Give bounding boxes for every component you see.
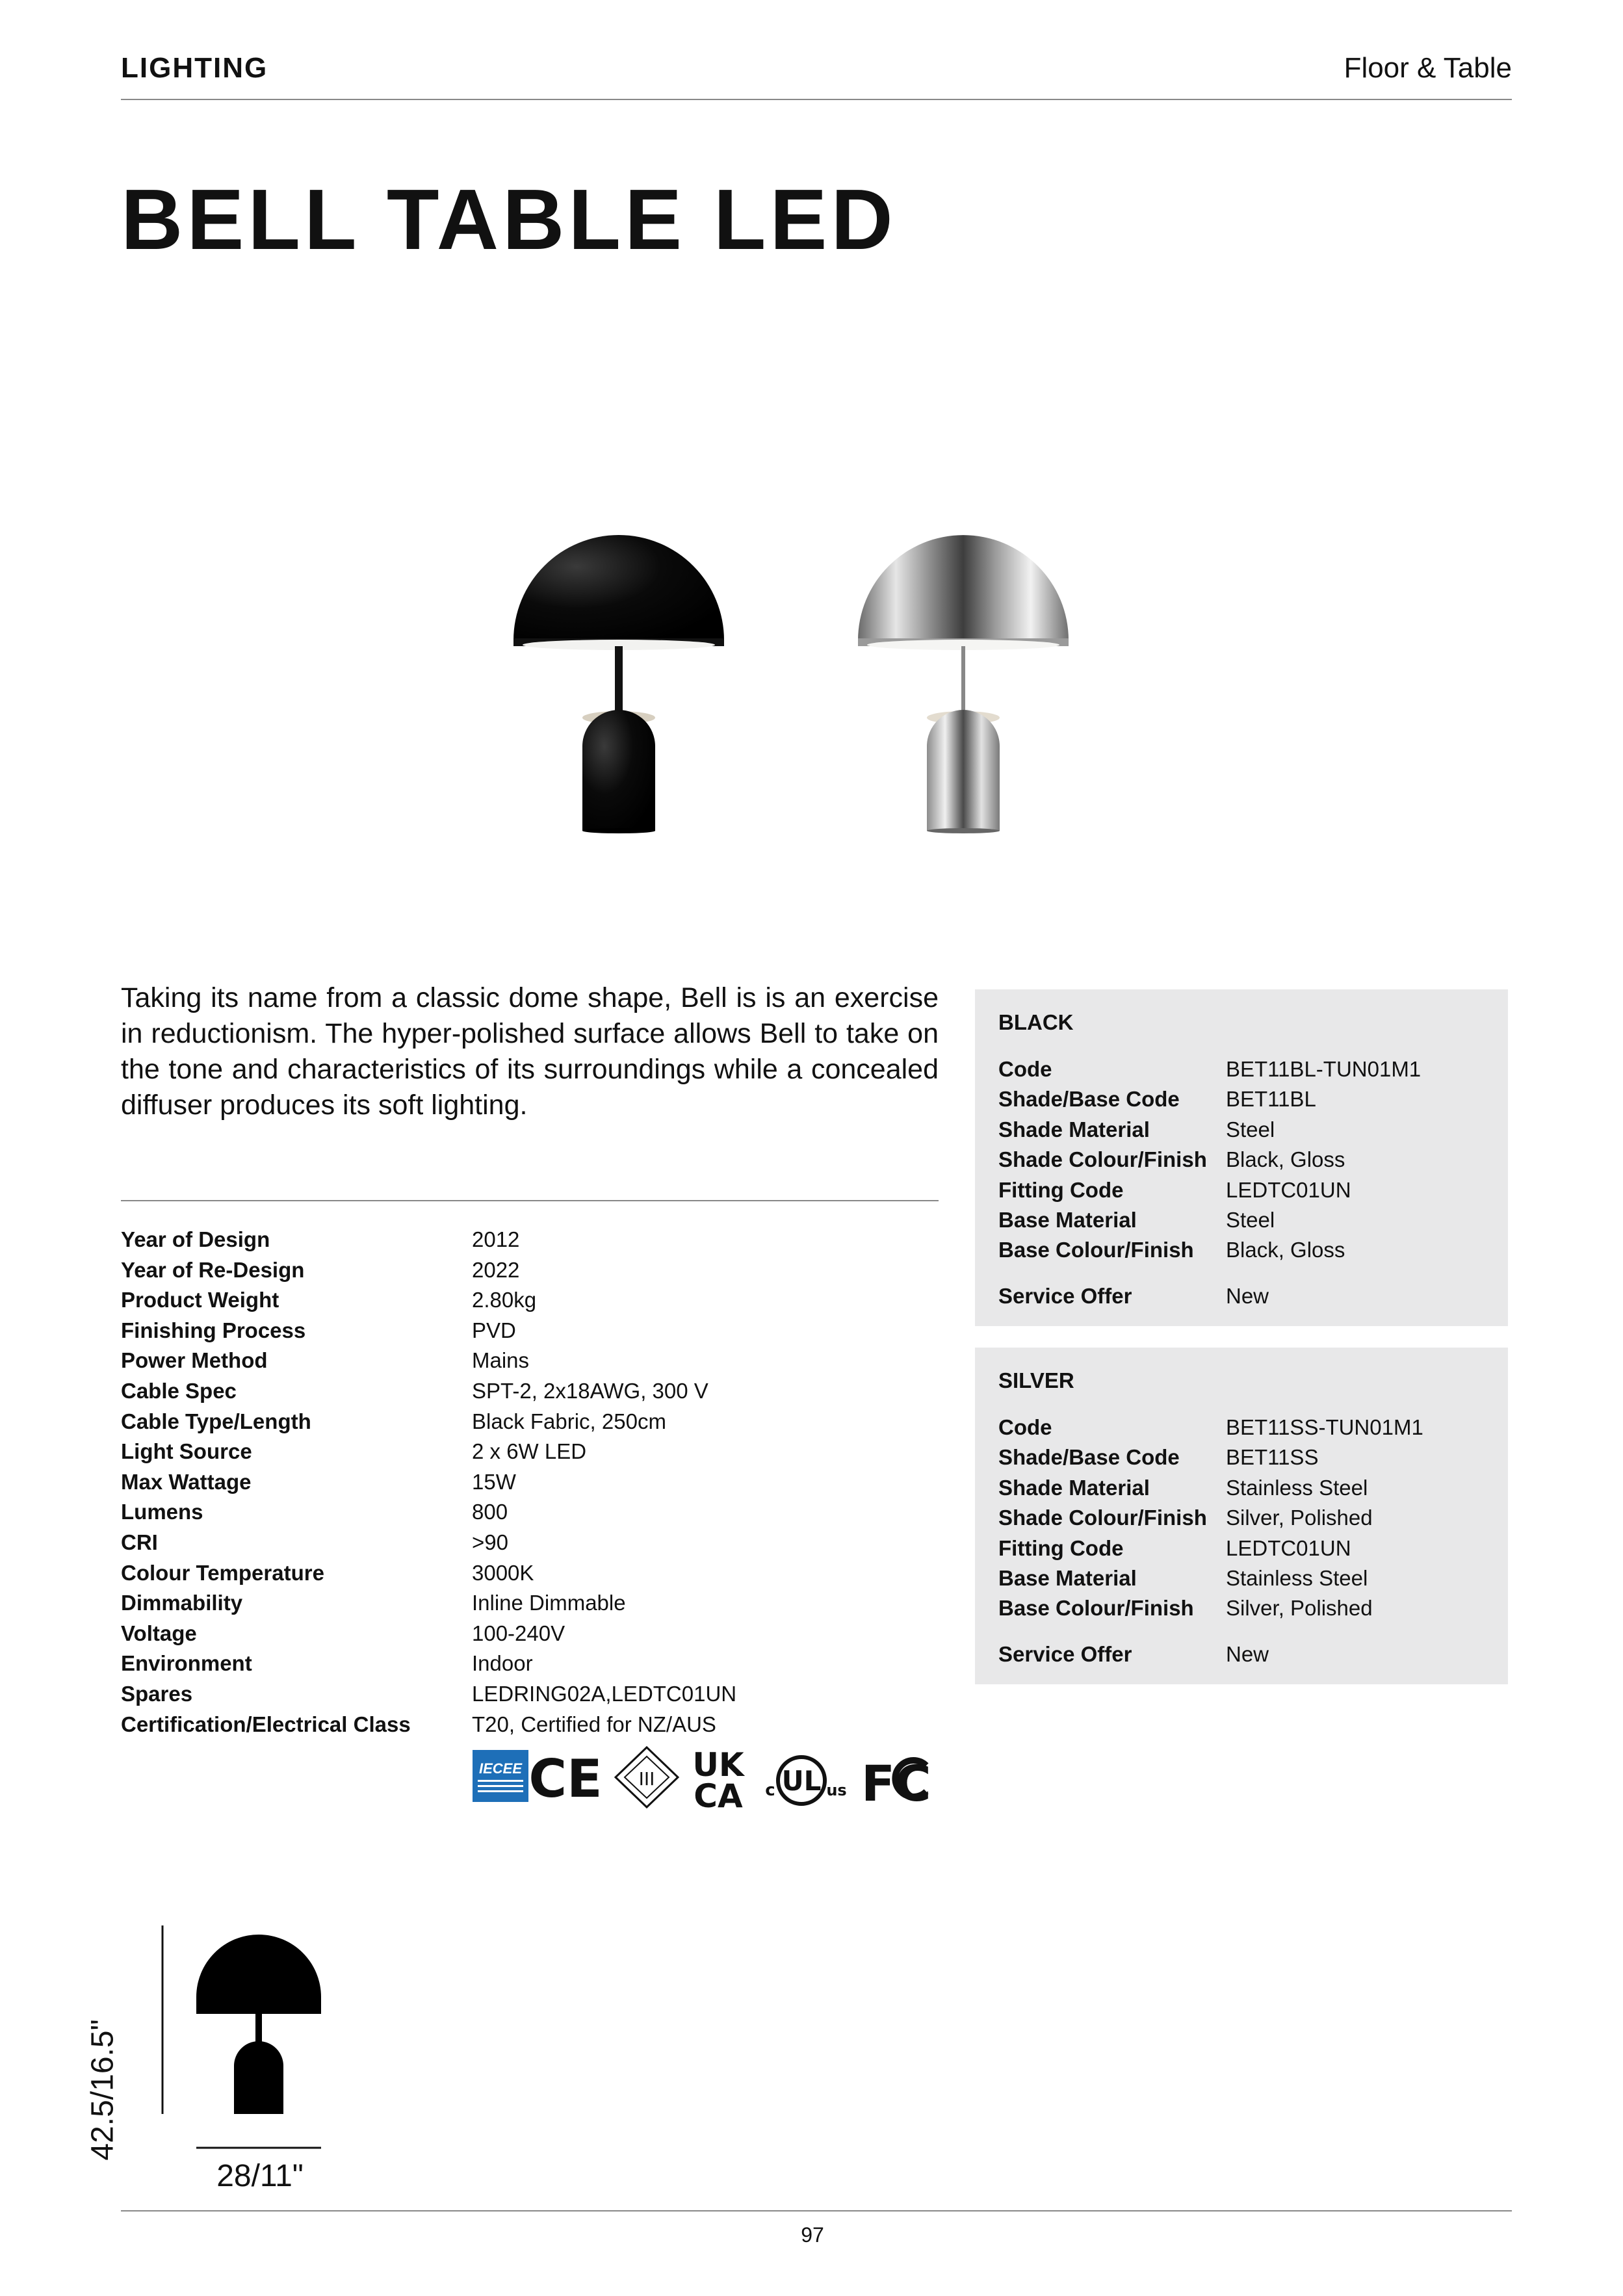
- spec-label: Cable Spec: [121, 1378, 237, 1403]
- silver-lamp-photo: [858, 535, 1069, 833]
- spec-label: Voltage: [121, 1621, 197, 1645]
- variant-label: Code: [998, 1415, 1052, 1439]
- svg-text:UL: UL: [781, 1765, 822, 1797]
- spec-label: Environment: [121, 1651, 252, 1676]
- variant-label: Shade Colour/Finish: [998, 1506, 1207, 1530]
- spec-label: Certification/Electrical Class: [121, 1712, 411, 1736]
- product-description: Taking its name from a classic dome shape, Bell is is an exercise in reductionism. The hyper-polished surface allows Bell to take on the tone and characteristics of its surroundings while a concealed diffuser produces its soft lighting.: [121, 982, 939, 1121]
- variant-value: Steel: [1226, 1117, 1275, 1141]
- variant-value: BET11SS-TUN01M1: [1226, 1415, 1423, 1439]
- variant-row: [998, 1442, 1485, 1472]
- page-header: [121, 48, 1512, 100]
- variant-title: BLACK: [998, 1010, 1074, 1034]
- spec-label: Colour Temperature: [121, 1560, 324, 1585]
- spec-label: Power Method: [121, 1348, 268, 1373]
- spec-row: [121, 1467, 939, 1498]
- section-title: LIGHTING: [121, 52, 268, 84]
- spec-row: [121, 1407, 939, 1437]
- variant-value: New: [1226, 1641, 1269, 1666]
- variant-label: Base Colour/Finish: [998, 1596, 1194, 1621]
- spec-row: [121, 1710, 939, 1740]
- variant-row: [998, 1235, 1485, 1265]
- variant-row: [998, 1563, 1485, 1593]
- spec-row: [121, 1376, 939, 1407]
- spec-row: [121, 1316, 939, 1346]
- spec-label: Lumens: [121, 1500, 203, 1524]
- footer-divider: [121, 2210, 1512, 2211]
- svg-text:CA: CA: [694, 1777, 743, 1810]
- variant-label: Shade/Base Code: [998, 1445, 1180, 1470]
- spec-row: [121, 1588, 939, 1619]
- spec-row: [121, 1225, 939, 1255]
- variant-row: [998, 1115, 1485, 1145]
- svg-text:us: us: [826, 1781, 847, 1799]
- variant-row: [998, 1413, 1485, 1442]
- spec-label: Product Weight: [121, 1288, 279, 1312]
- iecee-text: IECEE: [478, 1760, 523, 1777]
- spec-label: Dimmability: [121, 1591, 243, 1615]
- spec-value: 2.80kg: [472, 1288, 537, 1312]
- spec-value: PVD: [472, 1318, 516, 1342]
- spec-value: >90: [472, 1530, 508, 1554]
- svg-text:UK: UK: [692, 1746, 744, 1784]
- variant-row: [998, 1084, 1485, 1114]
- spec-row: [121, 1619, 939, 1649]
- spec-label: Year of Design: [121, 1227, 270, 1251]
- spec-value: 2012: [472, 1227, 520, 1251]
- variant-label: Shade Material: [998, 1475, 1150, 1500]
- variant-black-panel: [975, 989, 1508, 1326]
- variant-row: [998, 1175, 1485, 1205]
- spec-value: 800: [472, 1500, 508, 1524]
- variant-label: Code: [998, 1057, 1052, 1081]
- spec-label: Spares: [121, 1681, 193, 1706]
- spec-label: Max Wattage: [121, 1469, 252, 1494]
- spec-value: T20, Certified for NZ/AUS: [472, 1712, 716, 1736]
- variant-value: Stainless Steel: [1226, 1475, 1368, 1500]
- variant-row: [998, 1054, 1485, 1084]
- variant-value: New: [1226, 1283, 1269, 1308]
- variant-row: [998, 1473, 1485, 1503]
- service-offer-row: [998, 1639, 1485, 1669]
- spec-row: [121, 1497, 939, 1528]
- spec-value: Inline Dimmable: [472, 1591, 626, 1615]
- spec-label: Finishing Process: [121, 1318, 306, 1342]
- product-title: BELL TABLE LED: [121, 172, 897, 267]
- variant-row: [998, 1593, 1485, 1623]
- spec-row: [121, 1437, 939, 1467]
- variant-value: Steel: [1226, 1207, 1275, 1232]
- black-lamp-photo: [513, 535, 724, 833]
- description-divider: [121, 1200, 939, 1201]
- spec-value: SPT-2, 2x18AWG, 300 V: [472, 1378, 708, 1403]
- spec-row: [121, 1346, 939, 1376]
- fcc-mark: [861, 1755, 931, 1810]
- height-dimension: 42.5/16.5": [85, 2019, 120, 2161]
- ukca-mark: [692, 1746, 746, 1810]
- spec-value: Mains: [472, 1348, 530, 1373]
- variant-label: Base Material: [998, 1565, 1137, 1590]
- spec-row: [121, 1285, 939, 1316]
- iecee-logo: [473, 1750, 528, 1802]
- spec-row: [121, 1558, 939, 1589]
- variant-row: [998, 1145, 1485, 1175]
- variant-silver-panel: [975, 1348, 1508, 1684]
- spec-label: CRI: [121, 1530, 158, 1554]
- product-image: [494, 494, 1092, 845]
- variant-label: Shade/Base Code: [998, 1087, 1180, 1112]
- spec-label: Cable Type/Length: [121, 1409, 311, 1433]
- certification-logos: [471, 1745, 939, 1810]
- variant-label: Fitting Code: [998, 1177, 1124, 1202]
- variant-row: [998, 1205, 1485, 1235]
- specs-table: [121, 1225, 939, 1740]
- class-iii-symbol: [616, 1747, 678, 1807]
- svg-text:CE: CE: [528, 1749, 603, 1809]
- variant-value: LEDTC01UN: [1226, 1177, 1351, 1202]
- svg-text:III: III: [638, 1768, 655, 1790]
- variant-value: Black, Gloss: [1226, 1147, 1345, 1172]
- spec-value: 2022: [472, 1257, 520, 1282]
- variant-value: Silver, Polished: [1226, 1596, 1373, 1621]
- variant-value: BET11SS: [1226, 1445, 1319, 1470]
- spec-row: [121, 1255, 939, 1286]
- svg-text:c: c: [765, 1781, 775, 1800]
- spec-value: Indoor: [472, 1651, 533, 1676]
- variant-label: Shade Material: [998, 1117, 1150, 1141]
- variant-value: LEDTC01UN: [1226, 1535, 1351, 1560]
- width-dimension: 28/11": [216, 2159, 304, 2193]
- spec-label: Year of Re-Design: [121, 1257, 305, 1282]
- spec-row: [121, 1649, 939, 1679]
- variant-label: Base Colour/Finish: [998, 1238, 1194, 1262]
- variant-label: Shade Colour/Finish: [998, 1147, 1207, 1172]
- spec-label: Light Source: [121, 1439, 252, 1464]
- variant-label: Fitting Code: [998, 1535, 1124, 1560]
- spec-value: Black Fabric, 250cm: [472, 1409, 666, 1433]
- variant-row: [998, 1533, 1485, 1563]
- variant-value: Silver, Polished: [1226, 1506, 1373, 1530]
- service-offer-row: [998, 1281, 1485, 1311]
- variant-title: SILVER: [998, 1368, 1074, 1392]
- ce-mark: [528, 1749, 602, 1809]
- ul-listed-mark: [765, 1757, 846, 1804]
- spec-row: [121, 1528, 939, 1558]
- spec-value: 15W: [472, 1469, 516, 1494]
- spec-row: [121, 1679, 939, 1710]
- variant-value: BET11BL: [1226, 1087, 1316, 1112]
- spec-value: 3000K: [472, 1560, 534, 1585]
- variant-label: Base Material: [998, 1207, 1137, 1232]
- spec-value: LEDRING02A,LEDTC01UN: [472, 1681, 737, 1706]
- variant-label: Service Offer: [998, 1641, 1132, 1666]
- svg-text:FC: FC: [861, 1755, 931, 1810]
- page-number: 97: [801, 2223, 824, 2247]
- variant-value: BET11BL-TUN01M1: [1226, 1057, 1422, 1081]
- variant-row: [998, 1503, 1485, 1533]
- spec-value: 2 x 6W LED: [472, 1439, 587, 1464]
- variant-value: Black, Gloss: [1226, 1238, 1345, 1262]
- category-label: Floor & Table: [1344, 52, 1512, 84]
- spec-value: 100-240V: [472, 1621, 565, 1645]
- variant-label: Service Offer: [998, 1283, 1132, 1308]
- variant-value: Stainless Steel: [1226, 1565, 1368, 1590]
